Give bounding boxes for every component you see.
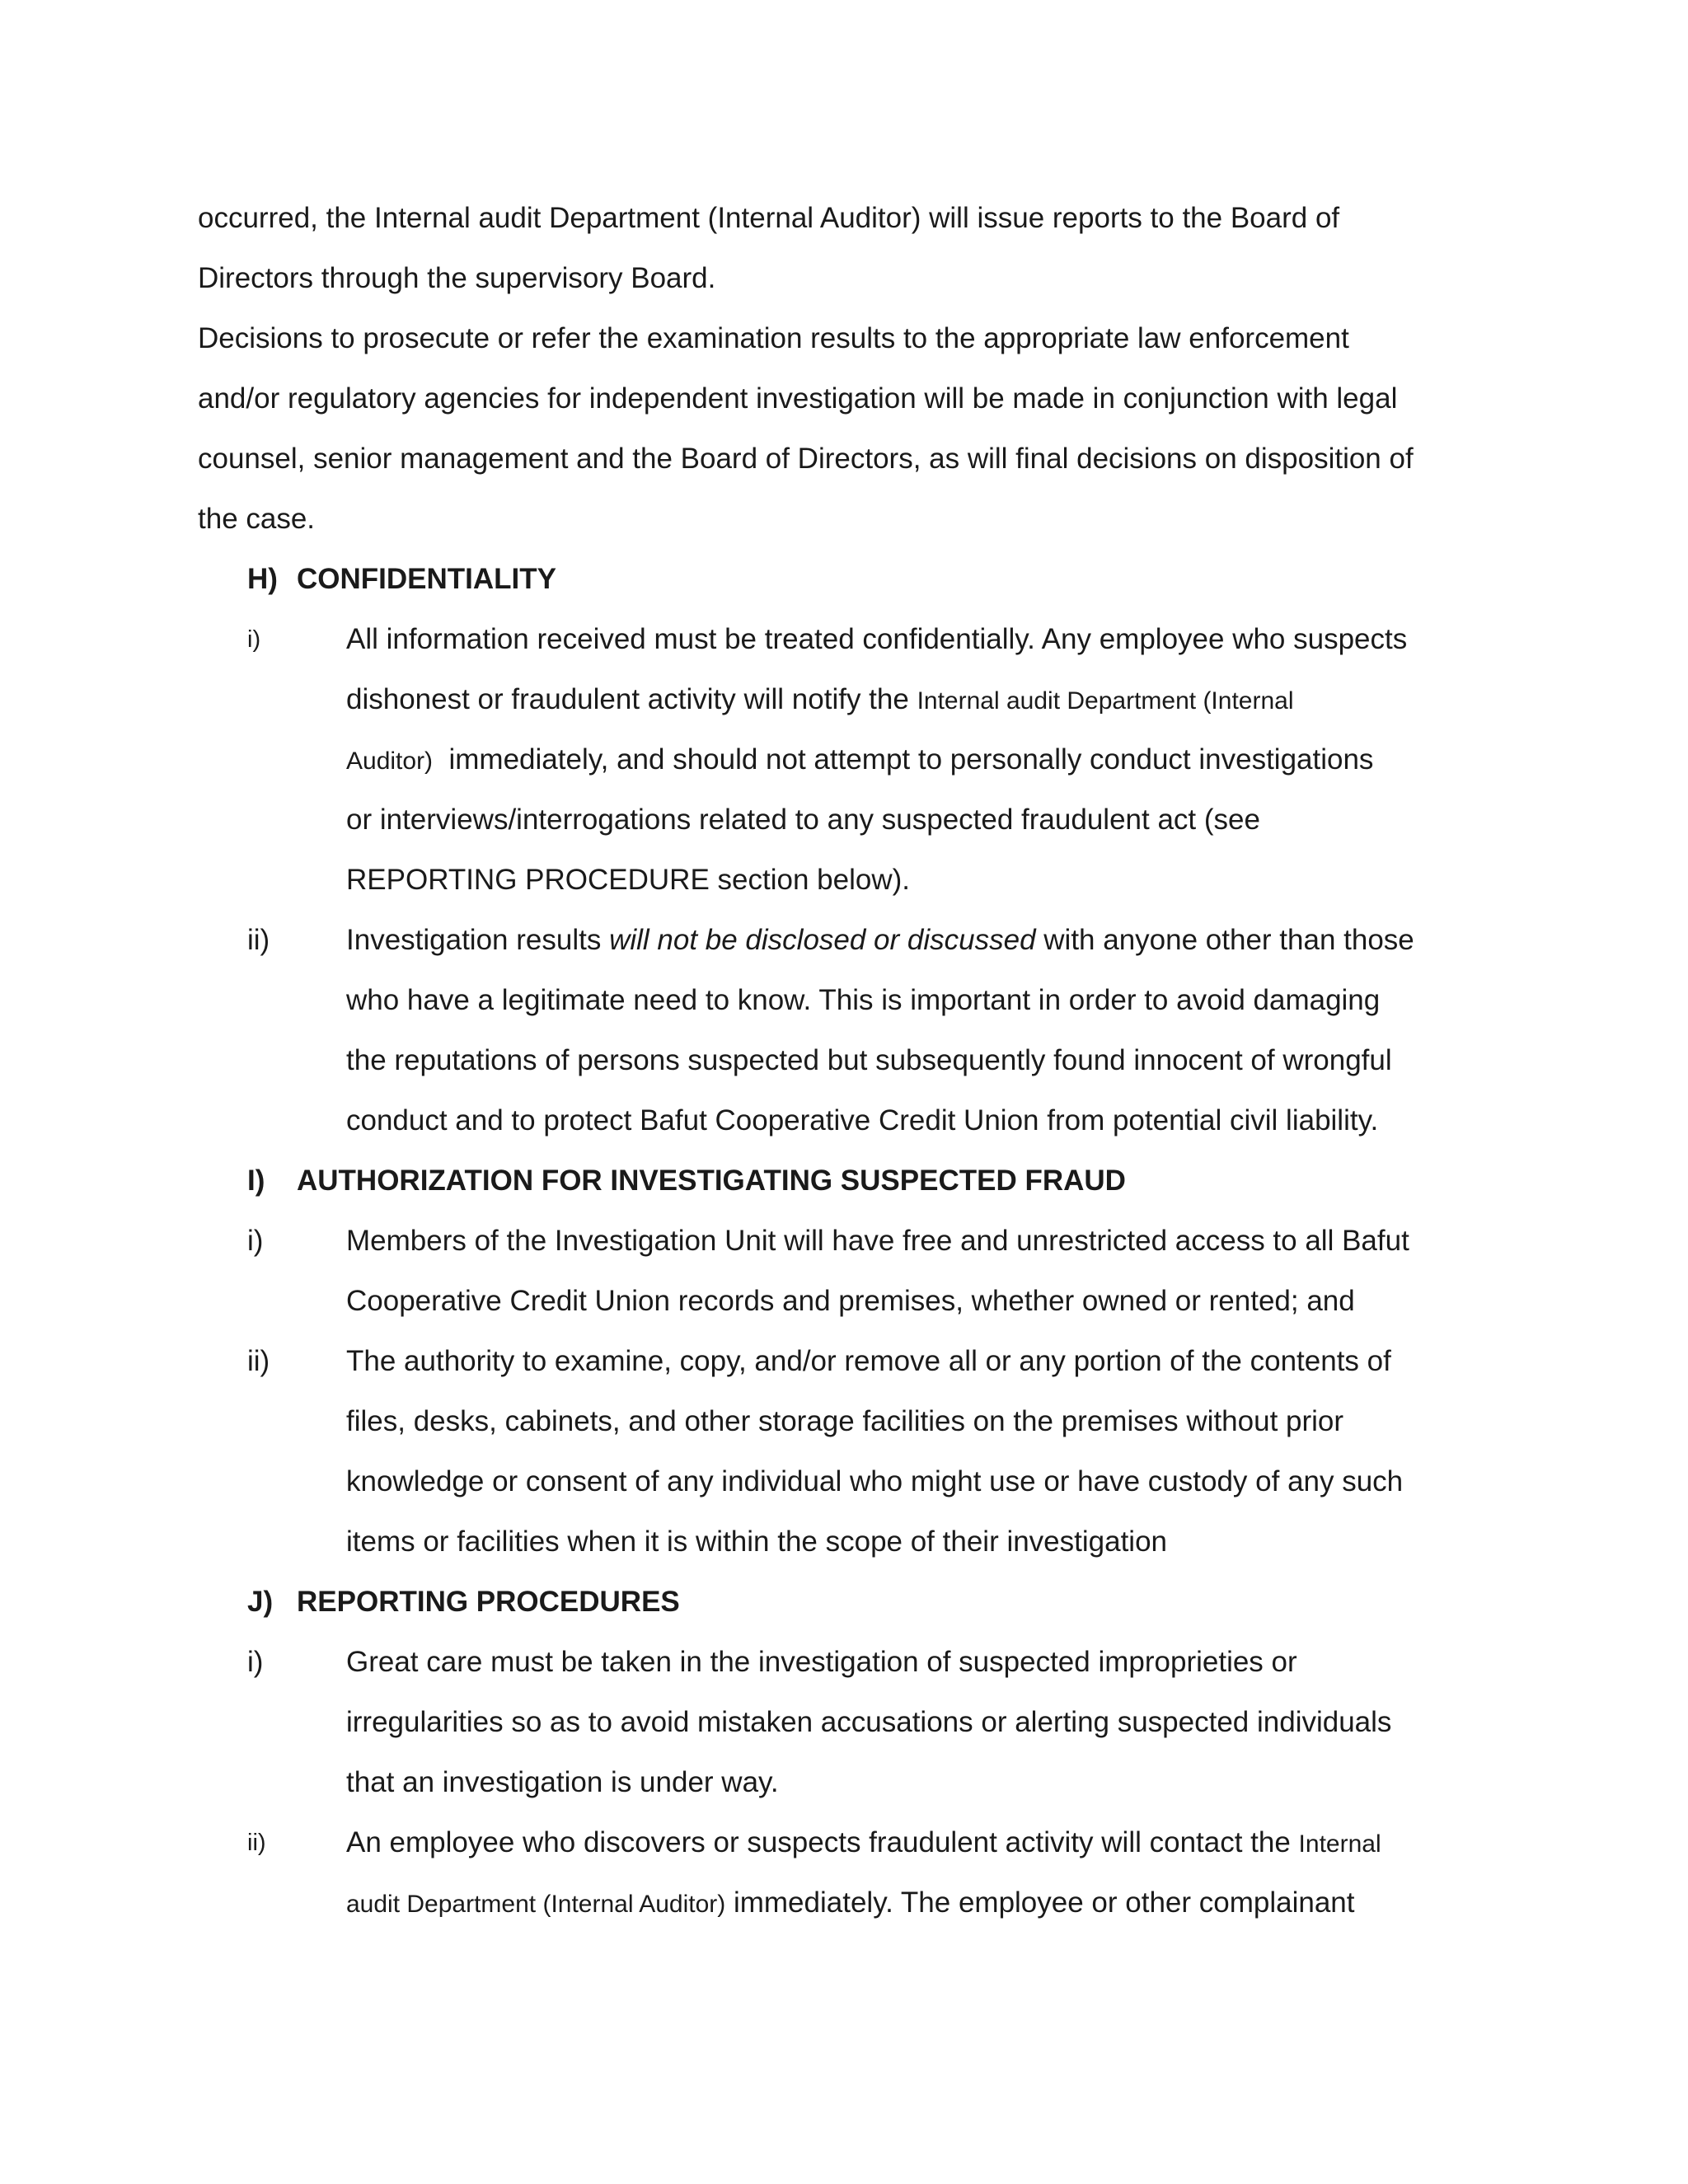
- item-line: Auditor) immediately, and should not attempt to personally conduct investigations: [346, 743, 1374, 776]
- intro-line: the case.: [198, 503, 316, 535]
- item-line: An employee who discovers or suspects fraudulent activity will contact the Internal: [346, 1826, 1381, 1858]
- item-number: ii): [247, 924, 270, 956]
- item-line: conduct and to protect Bafut Cooperative Credit Union from potential civil liability.: [346, 1104, 1379, 1137]
- item-line: Investigation results will not be disclosed or discussed with anyone other than those: [346, 924, 1414, 956]
- section-letter: J): [247, 1586, 274, 1618]
- section-heading-reporting-procedures: [247, 1583, 680, 1621]
- item-line: Cooperative Credit Union records and premises, whether owned or rented; and: [346, 1285, 1355, 1317]
- intro-line: occurred, the Internal audit Department (Internal Auditor) will issue reports to the Board of: [198, 202, 1340, 234]
- section-title: CONFIDENTIALITY: [297, 563, 556, 595]
- intro-line: counsel, senior management and the Board of Directors, as will final decisions on disposition of: [198, 443, 1414, 475]
- item-number: ii): [247, 1345, 270, 1377]
- intro-line: Directors through the supervisory Board.: [198, 262, 716, 294]
- item-line: audit Department (Internal Auditor) immediately. The employee or other complainant: [346, 1886, 1355, 1919]
- section-letter: H): [247, 563, 278, 595]
- item-number: i): [247, 1646, 264, 1678]
- item-line: The authority to examine, copy, and/or remove all or any portion of the contents of: [346, 1345, 1391, 1377]
- item-line: or interviews/interrogations related to any suspected fraudulent act (see: [346, 804, 1260, 836]
- item-line: Members of the Investigation Unit will have free and unrestricted access to all Bafut: [346, 1225, 1409, 1257]
- item-line: REPORTING PROCEDURE section below).: [346, 864, 910, 896]
- section-title: REPORTING PROCEDURES: [297, 1586, 680, 1618]
- item-line: the reputations of persons suspected but subsequently found innocent of wrongful: [346, 1044, 1392, 1076]
- section-title: AUTHORIZATION FOR INVESTIGATING SUSPECTED FRAUD: [297, 1165, 1126, 1197]
- item-line: files, desks, cabinets, and other storage facilities on the premises without prior: [346, 1405, 1344, 1437]
- item-line: items or facilities when it is within the scope of their investigation: [346, 1526, 1168, 1558]
- section-heading-confidentiality: [247, 560, 556, 598]
- item-line: Great care must be taken in the investigation of suspected improprieties or: [346, 1646, 1297, 1678]
- item-number: ii): [247, 1830, 266, 1856]
- item-line: All information received must be treated confidentially. Any employee who suspects: [346, 623, 1408, 655]
- item-line: dishonest or fraudulent activity will notify the Internal audit Department (Internal: [346, 683, 1294, 715]
- item-line: that an investigation is under way.: [346, 1766, 779, 1798]
- item-line: irregularities so as to avoid mistaken accusations or alerting suspected individuals: [346, 1706, 1392, 1738]
- item-number: i): [247, 1225, 264, 1257]
- intro-line: Decisions to prosecute or refer the examination results to the appropriate law enforcement: [198, 322, 1349, 354]
- item-number: i): [247, 626, 261, 653]
- intro-line: and/or regulatory agencies for independent investigation will be made in conjunction with legal: [198, 382, 1398, 415]
- item-line: who have a legitimate need to know. This is important in order to avoid damaging: [346, 984, 1381, 1016]
- section-heading-authorization: [247, 1162, 1126, 1200]
- item-line: knowledge or consent of any individual who might use or have custody of any such: [346, 1465, 1404, 1497]
- section-letter: I): [247, 1165, 265, 1197]
